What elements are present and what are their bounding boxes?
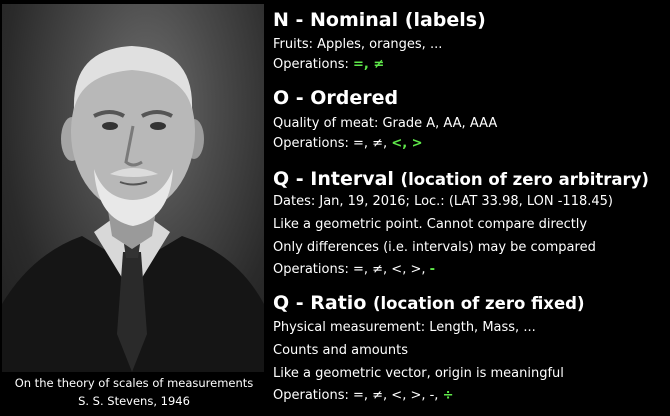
interval-description: Like a geometric point. Cannot compare directly: [273, 217, 588, 232]
ratio-heading: Q - Ratio (location of zero fixed): [273, 292, 585, 314]
ratio-new-operations: ÷: [442, 388, 454, 403]
ratio-operations: Operations: =, ≠, <, >, -, ÷: [273, 388, 454, 403]
ratio-example: Physical measurement: Length, Mass, ...: [273, 320, 536, 335]
portrait-photo: [2, 4, 264, 372]
photo-caption-author: S. S. Stevens, 1946: [78, 394, 190, 408]
ordered-new-operations: <, >: [391, 136, 423, 151]
ordered-heading: O - Ordered: [273, 87, 399, 109]
ratio-description-2: Like a geometric vector, origin is meaningful: [273, 366, 564, 381]
nominal-example: Fruits: Apples, oranges, ...: [273, 37, 443, 52]
interval-heading: Q - Interval (location of zero arbitrary): [273, 168, 649, 190]
ratio-description: Counts and amounts: [273, 343, 409, 358]
nominal-new-operations: =, ≠: [352, 57, 385, 72]
portrait-illustration: [2, 4, 264, 372]
nominal-heading: N - Nominal (labels): [273, 9, 486, 31]
nominal-operations: Operations: =, ≠: [273, 57, 385, 72]
interval-example: Dates: Jan, 19, 2016; Loc.: (LAT 33.98, LON -118.45): [273, 194, 613, 209]
interval-description-2: Only differences (i.e. intervals) may be compared: [273, 240, 596, 255]
interval-new-operations: -: [429, 262, 436, 277]
ordered-operations: Operations: =, ≠, <, >: [273, 136, 423, 151]
ordered-example: Quality of meat: Grade A, AA, AAA: [273, 116, 498, 131]
photo-caption-title: On the theory of scales of measurements: [14, 376, 254, 390]
interval-operations: Operations: =, ≠, <, >, -: [273, 262, 436, 277]
